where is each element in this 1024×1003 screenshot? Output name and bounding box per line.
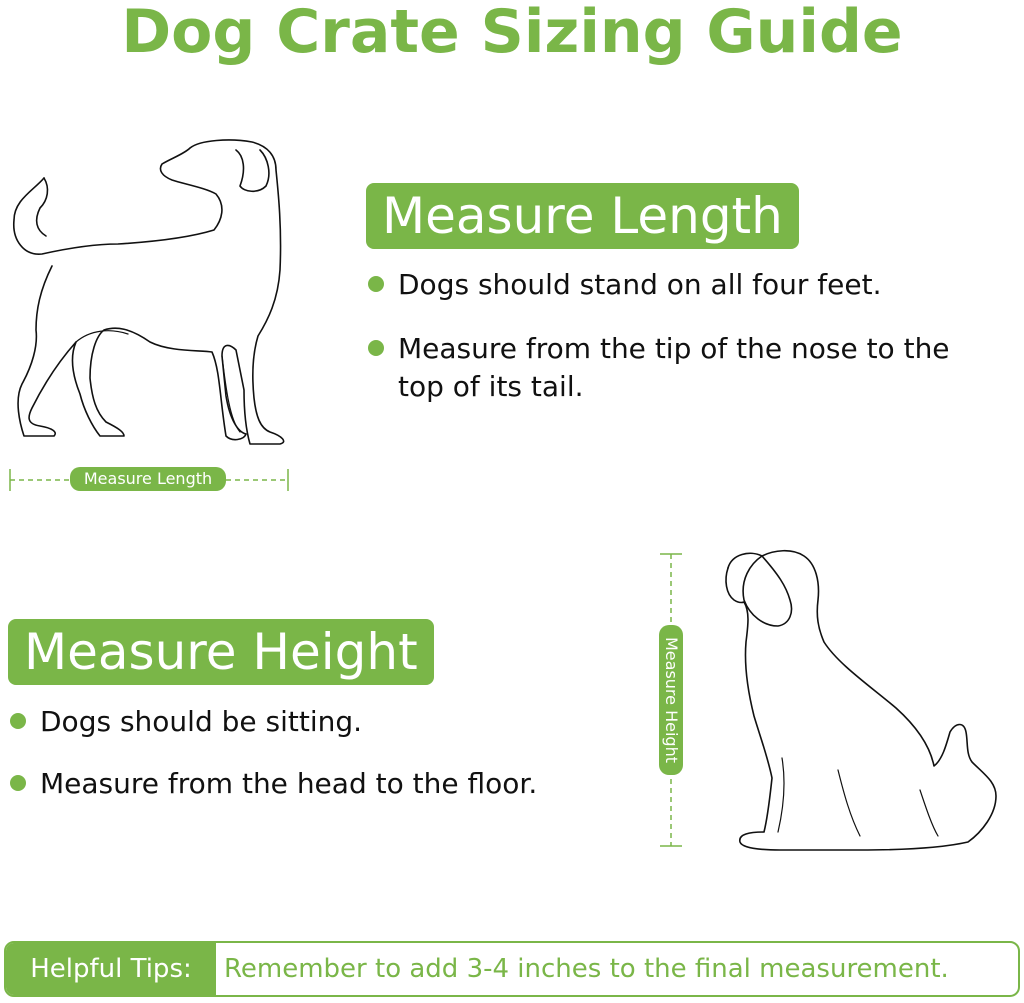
helpful-tips-banner xyxy=(4,941,1020,997)
helpful-tips-text: Remember to add 3-4 inches to the final measurement. xyxy=(224,954,949,984)
length-bullet-2: Measure from the tip of the nose to the xyxy=(398,330,950,368)
helpful-tips-label: Helpful Tips: xyxy=(6,943,216,995)
height-bullet-2: Measure from the head to the floor. xyxy=(40,765,537,803)
bullet-dot-icon xyxy=(10,713,26,729)
page-title: Dog Crate Sizing Guide xyxy=(121,0,903,67)
measure-height-heading: Measure Height xyxy=(8,619,434,685)
standing-dog-icon xyxy=(0,130,300,450)
height-bullet-1: Dogs should be sitting. xyxy=(40,703,362,741)
length-bullet-1: Dogs should stand on all four feet. xyxy=(398,266,882,304)
bullet-dot-icon xyxy=(368,276,384,292)
measure-length-tag: Measure Length xyxy=(70,467,226,491)
length-bullet-2-cont: top of its tail. xyxy=(398,370,584,403)
measure-length-heading: Measure Length xyxy=(366,183,799,249)
sitting-dog-icon xyxy=(720,546,1010,856)
measure-height-tag: Measure Height xyxy=(659,625,683,775)
bullet-dot-icon xyxy=(368,340,384,356)
bullet-dot-icon xyxy=(10,775,26,791)
